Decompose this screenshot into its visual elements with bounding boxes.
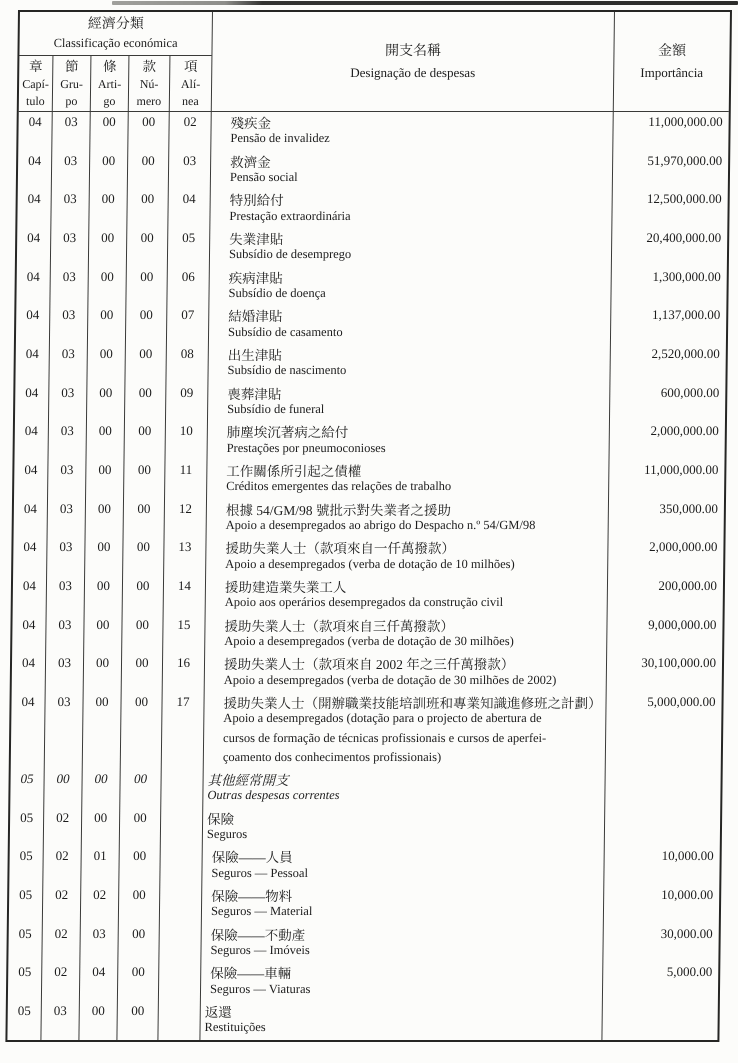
- amount-cell: 12,500,000.00: [646, 191, 722, 207]
- code-cell: 03: [49, 344, 87, 383]
- designation-pt: Subsídio de doença: [228, 285, 326, 300]
- code-cell: 13: [164, 537, 206, 576]
- code-cell: 03: [50, 305, 88, 344]
- designation-cell: [206, 576, 608, 615]
- col-label-pt: Gru-: [60, 76, 84, 91]
- amount-cell: 10,000.00: [661, 848, 714, 864]
- code-cell: 05: [7, 1001, 41, 1040]
- code-cell: 00: [86, 499, 124, 538]
- code-cell: 04: [13, 537, 47, 576]
- designation-cell: [211, 112, 613, 151]
- designation-cell: [207, 499, 609, 538]
- designation-cell: [204, 692, 607, 769]
- table-row: [9, 885, 719, 924]
- code-cell: [161, 808, 203, 847]
- table-row: [8, 962, 718, 1001]
- table-row: [9, 846, 719, 885]
- designation-zh: 救濟金: [230, 154, 271, 170]
- code-cell: 00: [127, 228, 168, 267]
- amount-cell: 200,000.00: [658, 577, 718, 593]
- table-row: [12, 653, 722, 692]
- code-cell: 12: [165, 499, 207, 538]
- designation-pt: Outras despesas correntes: [207, 788, 340, 803]
- designation-pt: Apoio aos operários desempregados da construção civil: [224, 595, 504, 610]
- code-cell: 00: [124, 460, 165, 499]
- code-cell: 06: [167, 267, 209, 306]
- code-cell: 04: [18, 151, 52, 190]
- code-cell: 00: [79, 1001, 117, 1040]
- amount-cell: [605, 769, 720, 808]
- code-cell: 00: [127, 189, 168, 228]
- col-label-zh: 項: [183, 59, 198, 74]
- code-cell: 00: [123, 537, 164, 576]
- designation-cell: [208, 383, 610, 422]
- designation-pt: Pensão de invalidez: [230, 131, 330, 146]
- designation-zh: 保險: [207, 811, 235, 827]
- amount-cell: 30,100,000.00: [641, 655, 717, 671]
- code-cell: 00: [121, 692, 163, 769]
- code-cell: 03: [48, 460, 86, 499]
- code-cell: 00: [82, 808, 120, 847]
- table-row: [18, 151, 728, 190]
- amount-cell: 5,000,000.00: [647, 693, 716, 709]
- amount-cell: 1,300,000.00: [652, 268, 721, 284]
- code-cell: 00: [89, 189, 127, 228]
- code-cell: 02: [43, 885, 81, 924]
- designation-pt: Pensão social: [229, 169, 298, 184]
- code-cell: 07: [167, 305, 209, 344]
- code-cell: 00: [85, 537, 123, 576]
- code-cell: [161, 769, 203, 808]
- code-cell: 05: [10, 769, 44, 808]
- code-cell: 00: [84, 653, 122, 692]
- code-cell: 02: [81, 885, 119, 924]
- table-row: [15, 383, 725, 422]
- table-row: [13, 576, 723, 615]
- table-row: [13, 537, 723, 576]
- code-cell: 00: [126, 267, 167, 306]
- col-label-pt: nea: [181, 93, 199, 108]
- amount-cell: [605, 808, 720, 847]
- designation-pt: Subsídio de nascimento: [227, 363, 347, 378]
- table-row: [16, 267, 726, 306]
- col-label-zh: 節: [64, 59, 79, 74]
- code-cell: 03: [47, 537, 85, 576]
- code-cell: 00: [122, 615, 163, 654]
- code-cell: 03: [51, 228, 89, 267]
- code-cell: 04: [16, 267, 50, 306]
- designation-pt: cursos de formação de técnicas profissionais e cursos de aperfei-: [223, 730, 547, 745]
- designation-zh: 保險——人員: [211, 850, 293, 866]
- designation-cell: [209, 305, 611, 344]
- code-cell: 03: [169, 151, 211, 190]
- table-row: [15, 421, 725, 460]
- code-cell: 00: [87, 421, 125, 460]
- code-cell: 00: [86, 460, 124, 499]
- table-header: [19, 12, 730, 112]
- code-cell: 05: [8, 924, 42, 963]
- designation-title-pt: Designação de despesas: [350, 64, 476, 80]
- designation-pt: Créditos emergentes das relações de trabalho: [226, 479, 452, 494]
- designation-zh: 其他經常開支: [207, 773, 289, 789]
- designation-zh: 工作關係所引起之債權: [226, 463, 362, 479]
- code-cell: 04: [12, 615, 46, 654]
- designation-zh: 特別給付: [229, 193, 284, 209]
- code-cell: 00: [119, 885, 160, 924]
- designation-pt: Seguros — Pessoal: [211, 865, 309, 880]
- code-cell: 00: [120, 808, 161, 847]
- code-cell: 02: [42, 962, 80, 1001]
- code-cell: 00: [117, 1001, 158, 1040]
- designation-title-zh: 開支名稱: [384, 43, 442, 59]
- table-row: [16, 305, 726, 344]
- designation-zh: 結婚津貼: [228, 309, 283, 325]
- amount-cell: 2,000,000.00: [650, 423, 719, 439]
- code-cell: 03: [46, 653, 84, 692]
- col-label-pt: Alí-: [180, 76, 201, 91]
- table-row: [12, 615, 722, 654]
- code-cell: 10: [166, 421, 208, 460]
- designation-zh: 保險——物料: [211, 889, 293, 905]
- table-row: [17, 189, 727, 228]
- code-cell: 04: [17, 189, 51, 228]
- code-cell: 04: [17, 228, 51, 267]
- code-cell: 00: [125, 383, 166, 422]
- code-cell: [159, 924, 201, 963]
- table-row: [10, 808, 720, 847]
- code-cell: 00: [87, 383, 125, 422]
- code-col-header-grupo: [53, 56, 92, 111]
- code-cell: 00: [118, 962, 159, 1001]
- code-cell: 03: [51, 189, 89, 228]
- classification-title-pt: Classificação económica: [53, 36, 178, 50]
- code-cell: 04: [16, 305, 50, 344]
- code-cell: 04: [80, 962, 118, 1001]
- code-col-header-alinea: [170, 56, 212, 111]
- budget-table: [5, 10, 732, 1042]
- code-col-header-artigo: [91, 56, 130, 111]
- code-cell: 00: [88, 267, 126, 306]
- designation-zh: 援助建造業失業工人: [224, 579, 347, 595]
- code-cell: [160, 846, 202, 885]
- designation-pt: Apoio a desempregados (verba de dotação de 30 milhões de 2002): [223, 672, 557, 687]
- designation-zh: 保險——車輛: [210, 966, 292, 982]
- designation-pt: Apoio a desempregados ao abrigo do Despacho n.º 54/GM/98: [225, 517, 536, 532]
- table-row: [8, 924, 718, 963]
- code-cell: 17: [162, 692, 205, 769]
- designation-pt: Seguros — Material: [210, 904, 313, 919]
- code-cell: 00: [124, 499, 165, 538]
- amount-cell: 2,000,000.00: [649, 539, 718, 555]
- code-cell: 04: [11, 692, 46, 769]
- code-cell: 05: [10, 808, 44, 847]
- col-label-pt: Arti-: [97, 76, 122, 91]
- amount-header: [614, 12, 730, 111]
- code-cell: 04: [15, 383, 49, 422]
- classification-header-block: [19, 12, 213, 111]
- designation-zh: 援助失業人士（款項來自 2002 年之三仟萬撥款）: [223, 657, 515, 673]
- code-cell: 03: [52, 112, 90, 151]
- table-row: [7, 1001, 717, 1040]
- code-cell: 05: [8, 962, 42, 1001]
- code-cell: 00: [128, 151, 169, 190]
- col-label-zh: 條: [102, 59, 117, 74]
- code-cell: 03: [80, 924, 118, 963]
- classification-header: [19, 12, 212, 56]
- designation-zh: 出生津貼: [227, 347, 282, 363]
- col-label-pt: mero: [136, 93, 162, 108]
- designation-cell: [207, 460, 609, 499]
- code-cell: 00: [125, 344, 166, 383]
- code-cell: 03: [46, 615, 84, 654]
- table-row: [14, 499, 724, 538]
- code-cell: 03: [45, 692, 84, 769]
- code-cell: [159, 962, 201, 1001]
- code-cell: 00: [118, 924, 159, 963]
- code-cell: 04: [168, 189, 210, 228]
- designation-pt: Prestação extraordinária: [229, 208, 351, 223]
- code-col-header-capitulo: [19, 56, 54, 111]
- code-cell: 00: [90, 112, 128, 151]
- code-cell: 02: [44, 808, 82, 847]
- designation-zh: 援助失業人士（款項來自三仟萬撥款）: [224, 618, 455, 634]
- code-cell: 04: [15, 421, 49, 460]
- code-cell: 02: [42, 924, 80, 963]
- col-label-pt: go: [103, 93, 116, 108]
- code-cell: 00: [44, 769, 82, 808]
- code-cell: 14: [164, 576, 206, 615]
- designation-pt: Prestações por pneumoconioses: [226, 440, 386, 455]
- code-cell: 04: [18, 112, 52, 151]
- designation-zh: 返還: [204, 1005, 232, 1021]
- code-cell: 03: [47, 576, 85, 615]
- designation-cell: [208, 421, 610, 460]
- amount-cell: 2,520,000.00: [651, 345, 720, 361]
- code-cell: 03: [50, 267, 88, 306]
- code-cell: [160, 885, 202, 924]
- designation-zh: 疾病津貼: [228, 270, 283, 286]
- amount-cell: 20,400,000.00: [646, 229, 722, 245]
- designation-cell: [202, 885, 604, 924]
- code-cell: 02: [43, 846, 81, 885]
- designation-cell: [200, 1001, 602, 1040]
- designation-pt: Apoio a desempregados (dotação para o projecto de abertura de: [223, 711, 542, 726]
- code-cell: 00: [89, 228, 127, 267]
- code-cell: 16: [163, 653, 205, 692]
- classification-title-zh: 經濟分類: [87, 17, 144, 32]
- designation-pt: Seguros — Imóveis: [210, 943, 310, 958]
- table-row: [14, 460, 724, 499]
- designation-header: [212, 12, 615, 111]
- designation-zh: 殘疾金: [230, 116, 272, 131]
- designation-zh: 肺塵埃沉著病之給付: [226, 425, 349, 441]
- amount-cell: 9,000,000.00: [648, 616, 717, 632]
- code-cell: 05: [168, 228, 210, 267]
- designation-zh: 援助失業人士（款項來自一仟萬撥款）: [225, 541, 456, 557]
- designation-cell: [205, 653, 607, 692]
- code-cell: 04: [14, 499, 48, 538]
- amount-cell: 10,000.00: [661, 887, 714, 903]
- designation-pt: Subsídio de desemprego: [228, 247, 352, 262]
- col-label-zh: 章: [28, 59, 43, 74]
- amount-cell: 30,000.00: [660, 925, 713, 941]
- designation-zh: 援助失業人士（開辦職業技能培訓班和專業知識進修班之計劃）: [223, 695, 602, 711]
- code-col-header-numero: [129, 56, 171, 111]
- designation-cell: [201, 962, 603, 1001]
- col-label-pt: Nú-: [139, 76, 159, 91]
- code-cell: 01: [81, 846, 119, 885]
- designation-cell: [202, 846, 604, 885]
- code-cell: 04: [12, 653, 46, 692]
- designation-cell: [209, 267, 611, 306]
- amount-cell: 600,000.00: [660, 384, 720, 400]
- designation-zh: 保險——不動產: [210, 927, 306, 943]
- code-cell: 00: [128, 112, 169, 151]
- scan-edge-artifact: [112, 1, 738, 5]
- amount-cell: 350,000.00: [659, 500, 719, 516]
- designation-zh: 失業津貼: [229, 231, 284, 247]
- code-cell: 00: [90, 151, 128, 190]
- designation-cell: [206, 537, 608, 576]
- code-cell: 11: [165, 460, 207, 499]
- code-cell: 00: [123, 576, 164, 615]
- amount-cell: [602, 1001, 717, 1040]
- col-label-pt: po: [65, 93, 78, 108]
- table-body: [7, 112, 728, 1040]
- code-cell: 04: [14, 460, 48, 499]
- amount-cell: 1,137,000.00: [651, 307, 721, 323]
- code-cell: 00: [120, 769, 161, 808]
- table-row: [15, 344, 725, 383]
- designation-pt: Subsídio de funeral: [227, 401, 325, 416]
- designation-pt: Subsídio de casamento: [227, 324, 343, 339]
- code-cell: 00: [125, 421, 166, 460]
- table-row: [11, 692, 722, 769]
- code-cell: 00: [88, 305, 126, 344]
- code-cell: [158, 1001, 200, 1040]
- designation-cell: [205, 615, 607, 654]
- code-cell: 03: [41, 1001, 79, 1040]
- col-label-pt: Capí-: [22, 76, 50, 91]
- code-cell: 08: [166, 344, 208, 383]
- amount-cell: 5,000.00: [666, 964, 713, 980]
- code-cell: 15: [163, 615, 205, 654]
- code-cell: 02: [169, 112, 211, 151]
- code-cell: 04: [13, 576, 47, 615]
- designation-cell: [201, 924, 603, 963]
- table-row: [17, 228, 727, 267]
- designation-zh: 喪葬津貼: [227, 386, 282, 402]
- amount-cell: 11,000,000.00: [644, 461, 719, 477]
- amount-title-zh: 金額: [657, 43, 687, 59]
- designation-cell: [203, 808, 605, 847]
- amount-cell: 11,000,000.00: [648, 114, 723, 129]
- designation-cell: [208, 344, 610, 383]
- designation-pt: Apoio a desempregados (verba de dotação de 10 milhões): [225, 556, 515, 571]
- code-column-headers: [19, 56, 212, 111]
- designation-pt: Restituições: [204, 1020, 266, 1035]
- col-label-zh: 款: [142, 59, 157, 74]
- code-cell: 00: [82, 769, 120, 808]
- code-cell: 03: [52, 151, 90, 190]
- designation-pt: Seguros — Viaturas: [209, 981, 311, 996]
- designation-cell: [210, 228, 612, 267]
- code-cell: 04: [15, 344, 49, 383]
- col-label-pt: tulo: [25, 93, 45, 108]
- designation-pt: Apoio a desempregados (verba de dotação de 30 milhões): [224, 633, 514, 648]
- table-row: [10, 769, 720, 808]
- code-cell: 03: [49, 421, 87, 460]
- amount-cell: 51,970,000.00: [647, 152, 723, 168]
- table-row: [18, 112, 728, 151]
- code-cell: 09: [166, 383, 208, 422]
- code-cell: 00: [119, 846, 160, 885]
- designation-pt: Seguros: [206, 827, 248, 842]
- amount-title-pt: Importância: [640, 64, 704, 80]
- code-cell: 00: [85, 576, 123, 615]
- code-cell: 00: [84, 615, 122, 654]
- code-cell: 03: [49, 383, 87, 422]
- code-cell: 00: [87, 344, 125, 383]
- designation-pt: çoamento dos conhecimentos profissionais): [222, 749, 442, 764]
- code-cell: 00: [83, 692, 122, 769]
- designation-cell: [203, 769, 605, 808]
- code-cell: 05: [9, 885, 43, 924]
- designation-zh: 根據 54/GM/98 號批示對失業者之援助: [225, 502, 451, 518]
- designation-cell: [210, 189, 612, 228]
- code-cell: 05: [9, 846, 43, 885]
- code-cell: 03: [48, 499, 86, 538]
- code-cell: 00: [122, 653, 163, 692]
- designation-cell: [211, 151, 613, 190]
- code-cell: 00: [126, 305, 167, 344]
